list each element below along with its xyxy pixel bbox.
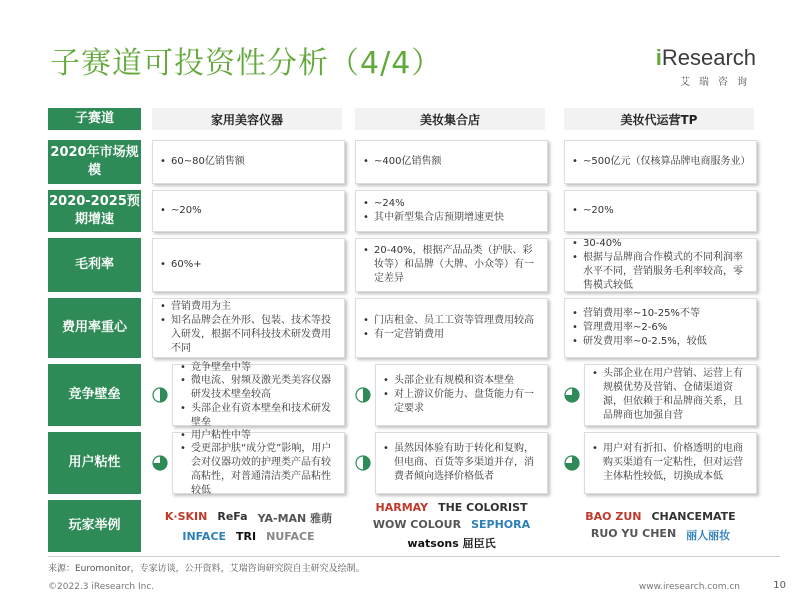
brand-logo: WOW COLOUR <box>372 518 462 531</box>
cell-bullet: • 根据与品牌商合作模式的不同利润率水平不同，营销服务毛利率较高，零售模式较低 <box>583 251 750 292</box>
cell-3-1 <box>355 298 548 358</box>
cell-bullet: • 受更部护肤“成分党”影响，用户会对仪器功效的护理类产品有较高粘性，对普通清洁类产品粘性较低 <box>191 442 338 497</box>
cell-5-2 <box>584 432 757 494</box>
harvey-ball-icon <box>152 455 168 471</box>
footer-source: 来源：Euromonitor，专家访谈，公开资料，艾瑞咨询研究院自主研究及绘制。 <box>48 564 365 574</box>
footer-site: www.iresearch.com.cn <box>638 582 740 592</box>
cell-5-0 <box>172 429 345 496</box>
col-head-1: 美妆集合店 <box>355 108 545 130</box>
cell-1-1 <box>355 190 548 232</box>
brand-logo: THE COLORIST <box>438 501 528 514</box>
cell-bullet: • 60%+ <box>171 258 202 272</box>
row-label-1: 2020-2025预期增速 <box>48 190 141 232</box>
cell-bullet: • 头部企业有资本壁垒和技术研发壁垒 <box>191 402 338 430</box>
harvey-ball-icon <box>564 455 580 471</box>
col-head-2: 美妆代运营TP <box>564 108 754 130</box>
cell-bullet: • 对上游议价能力、盘货能力有一定要求 <box>394 388 541 416</box>
cell-bullet: • 有一定营销费用 <box>374 328 534 342</box>
brand-logos-2 <box>564 500 757 552</box>
cell-bullet: • 头部企业在用户营销、运营上有规模优势及营销、仓储渠道资源，但依赖于和品牌商关系，且品牌商也加强自营 <box>603 367 750 422</box>
cell-bullet: • 20-40%，根据产品品类（护肤、彩妆等）和品牌（大牌、小众等）有一定差异 <box>374 244 541 285</box>
cell-bullet: • 营销费用为主 <box>171 300 338 314</box>
cell-bullet: • 虽然因体验有助于转化和复购，但电商、百货等多渠道并存，消费者倾向选择价格低者 <box>394 442 541 483</box>
page-title: 子赛道可投资性分析（4/4） <box>50 46 443 81</box>
cell-bullet: • 竞争壁垒中等 <box>191 361 338 375</box>
cell-bullet: • 营销费用率~10-25%不等 <box>583 307 707 321</box>
cell-bullet: • 微电流、射频及激光类美容仪器研发技术壁垒较高 <box>191 374 338 402</box>
cell-bullet: • 30-40% <box>583 237 750 251</box>
brand-logo: K·SKIN <box>164 509 208 523</box>
row-label-0: 2020年市场规模 <box>48 140 141 184</box>
logo-i: i <box>655 45 662 70</box>
cell-bullet: • ~20% <box>583 204 614 218</box>
footer-rule <box>48 556 780 557</box>
brand-logos-0 <box>152 500 345 552</box>
cell-1-0 <box>152 190 345 232</box>
header-label: 子赛道 <box>48 108 141 130</box>
cell-bullet: • 头部企业有规模和资本壁垒 <box>394 374 541 388</box>
iresearch-logo <box>656 45 756 88</box>
cell-1-2 <box>564 190 757 232</box>
logo-subtitle: 艾瑞咨询 <box>680 77 756 88</box>
cell-bullet: • ~24% <box>374 197 504 211</box>
cell-bullet: • ~20% <box>171 204 202 218</box>
brand-logo: CHANCEMATE <box>651 509 736 523</box>
brand-logo: ReFa <box>217 509 248 523</box>
cell-bullet: • ~500亿元（仅核算品牌电商服务业） <box>583 155 750 169</box>
cell-bullet: • 用户对有折扣、价格透明的电商购买渠道有一定粘性，但对运营主体粘性较低，切换成本低 <box>603 442 750 483</box>
cell-bullet: • 管理费用率~2-6% <box>583 321 707 335</box>
harvey-ball-icon <box>564 387 580 403</box>
row-label-2: 毛利率 <box>48 238 141 292</box>
brand-logo: HARMAY <box>375 501 429 514</box>
brand-logo: TRI <box>236 529 257 543</box>
cell-bullet: • 研发费用率~0-2.5%，较低 <box>583 335 707 349</box>
cell-2-1 <box>355 238 548 292</box>
row-label-5: 用户粘性 <box>48 432 141 494</box>
footer-copyright: ©2022.3 iResearch Inc. <box>48 582 155 592</box>
brand-logo: SEPHORA <box>471 518 531 531</box>
brand-logo: RUO YU CHEN <box>590 526 677 540</box>
harvey-ball-icon <box>355 455 371 471</box>
cell-4-0 <box>172 361 345 428</box>
col-head-0: 家用美容仪器 <box>152 108 342 130</box>
cell-3-2 <box>564 298 757 358</box>
cell-2-2 <box>564 238 757 292</box>
cell-4-2 <box>584 364 757 426</box>
brand-logo: watsons 屈臣氏 <box>407 537 496 550</box>
brand-logo: NUFACE <box>266 529 315 543</box>
row-label-6: 玩家举例 <box>48 500 141 552</box>
brand-logos-1 <box>355 500 548 552</box>
brand-logo: BAO ZUN <box>585 509 642 523</box>
cell-bullet: • 知名品牌会在外形、包装、技术等投入研发，根据不同科技技术研发费用不同 <box>171 314 338 355</box>
cell-bullet: • 门店租金、员工工资等管理费用较高 <box>374 314 534 328</box>
logo-research: Research <box>661 45 756 70</box>
cell-3-0 <box>152 298 345 358</box>
harvey-ball-icon <box>152 387 168 403</box>
cell-bullet: • 用户粘性中等 <box>191 429 338 443</box>
cell-0-2 <box>564 140 757 184</box>
cell-bullet: • ~400亿销售额 <box>374 155 441 169</box>
harvey-ball-icon <box>355 387 371 403</box>
cell-5-1 <box>375 432 548 494</box>
row-label-4: 竞争壁垒 <box>48 364 141 426</box>
cell-bullet: • 其中新型集合店预期增速更快 <box>374 211 504 225</box>
brand-logo: INFACE <box>182 529 227 543</box>
brand-logo: 丽人丽妆 <box>686 528 731 542</box>
brand-logo: YA-MAN 雅萌 <box>257 511 333 525</box>
cell-0-1 <box>355 140 548 184</box>
cell-0-0 <box>152 140 345 184</box>
row-label-3: 费用率重心 <box>48 298 141 358</box>
cell-4-1 <box>375 364 548 426</box>
cell-2-0 <box>152 238 345 292</box>
cell-bullet: • 60~80亿销售额 <box>171 155 245 169</box>
page-number: 10 <box>773 580 786 591</box>
